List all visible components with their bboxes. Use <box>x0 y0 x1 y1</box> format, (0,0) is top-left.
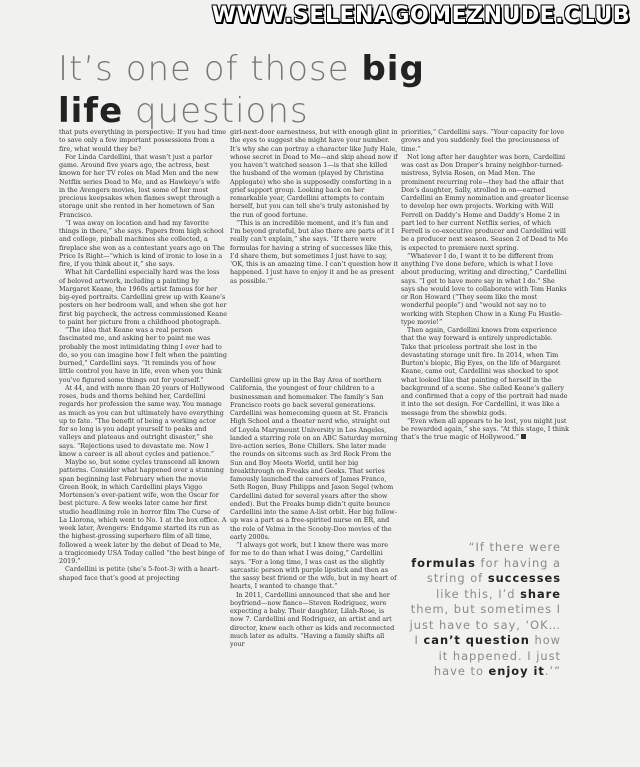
paragraph: girl-next-door earnestness, but with enough glint in the eyes to suggest she might have your number. It’s why she can portray a character like Judy Hale, whose secret in Dead to Me—and skip ahead now if you haven’t watched season 1—is that she killed the husband of the woman (played by Christina Applegate) who she is supposedly comforting in a grief support group. Looking back on her remarkable year, Cardellini attempts to contain herself, but you can tell she’s truly astonished by the run of good fortune. <box>230 128 398 219</box>
paragraph: “I always got work, but I knew there was more for me to do than what I was doing,” Cardellini says. “For a long time, I was cast as the slightly sarcastic person with purple lipstick and then as the sassy best friend or the wife, but in my heart of hearts, I wanted to change that.” <box>230 541 397 591</box>
watermark: WWW.SELENAGOMEZNUDE.CLUB <box>211 3 630 28</box>
quote-emphasis: share <box>520 586 561 601</box>
paragraph: Then again, Cardellini knows from experience that the way forward is entirely unpredictable. Take that priceless portrait she lost in the devastating storage unit fire. In 2014, when Tim Burton’s biopic, Big Eyes, on the life of Margaret Keane, came out, Cardellini was shocked to spot what looked like that painting of herself in the background of a scene. She called Keane’s gallery and confirmed that a copy of the portrait had made it into the set design. For Cardellini, it was like a message from the showbiz gods. <box>401 326 568 417</box>
paragraph: Maybe so, but some cycles transcend all known patterns. Consider what happened over a stunning span beginning last February when the movie Green Book, in which Cardellini plays Viggo Mortensen’s ever-patient wife, won the Oscar for best picture. A few weeks later came her first studio headlining role in horror film The Curse of La Llorona, which went to No. 1 at the box office. A week later, Avengers: Endgame started its run as the highest-grossing superhero film of all time, followed a week later by the debut of Dead to Me, a tragicomedy USA Today called “the best binge of 2019.” <box>59 458 227 565</box>
quote-emphasis: formulas <box>411 555 476 570</box>
headline-bold2: life <box>58 91 124 131</box>
paragraph: Cardellini is petite (she’s 5-foot-3) with a heart-shaped face that’s good at projecting <box>59 565 220 582</box>
quote-emphasis: enjoy it <box>488 664 545 678</box>
paragraph: What hit Cardellini especially hard was the loss of beloved artwork, including a painting by Margaret Keane, the 1960s artist famous for her big-eyed portraits. Cardellini grew up with Keane’s posters on her bedroom wall, and when she got her first big paycheck, the actress commissioned Keane to paint her picture from a childhood photograph. <box>59 268 227 326</box>
quote-emphasis: can’t question <box>423 633 530 647</box>
article-column-2-top <box>230 128 398 285</box>
quote-text: for having a string of <box>426 555 561 585</box>
quote-emphasis: successes <box>487 571 561 585</box>
headline <box>58 48 478 132</box>
quote-text: them, but sometimes I just have to say, ‘OK… I <box>409 602 561 647</box>
paragraph: Cardellini grew up in the Bay Area of northern California, the youngest of four children to a businessman and homemaker. The family’s San Francisco roots go back several generations. Cardellini was homecoming queen at St. Francis High School and a theater nerd who, straight out of Loyola Marymount University in Los Angeles, landed a starring role on an ABC Saturday morning live-action series, Bone Chillers. She later made the rounds on sitcoms such as 3rd Rock From the Sun and Boy Meets World, until her big breakthrough on Freaks and Geeks. That series famously launched the careers of James Franco, Seth Rogen, Busy Philipps and Jason Segel (whom Cardellini dated for several years after the show ended). But the Freaks bump didn’t quite bounce Cardellini into the same A-list orbit. Her big follow-up was a part as a free-spirited nurse on ER, and the role of Velma in the Scooby-Doo movies of the early 2000s. <box>230 376 398 541</box>
article-column-3 <box>401 128 569 442</box>
paragraph: At 44, and with more than 20 years of Hollywood roses, buds and thorns behind her, Cardellini regards her profession the same way. You manage as much as you can but ultimately have everything up to fate. “The benefit of being a working actor for so long is you adapt yourself to peaks and valleys and plateaus and outright disaster,” she says. “Rejections used to devastate me. Now I know a career is all about cycles and patience.” <box>59 383 225 458</box>
paragraph: that puts everything in perspective: If you had time to save only a few important possessions from a fire, what would they be? <box>59 128 227 153</box>
paragraph: For Linda Cardellini, that wasn’t just a parlor game. Around five years ago, the actress, best known for her TV roles on Mad Men and the new Netflix series Dead to Me, and as Hawkeye’s wife in the Avengers movies, lost some of her most precious keepsakes when flames swept through a storage unit she rented in her hometown of San Francisco. <box>59 152 221 219</box>
article-column-1 <box>59 128 227 582</box>
headline-part1: It’s one of those <box>58 49 362 89</box>
paragraph: priorities,” Cardellini says. “Your capacity for love grows and you suddenly feel the preciousness of time.” <box>401 128 564 153</box>
quote-text: “If there were <box>468 540 561 554</box>
paragraph: In 2011, Cardellini announced that she and her boyfriend—now fiance—Steven Rodriguez, were expecting a baby. Their daughter, Lilah-Rose, is now 7. Cardellini and Rodriguez, an artist and art director, knew each other as kids and reconnected much later as adults. “Having a family shifts all your <box>230 590 395 648</box>
paragraph <box>401 417 569 442</box>
paragraph-text: “Even when all appears to be lost, you might just be rewarded again,” she says. “At this stage, I think that’s the true magic of Hollywood.” <box>401 416 569 442</box>
quote-text: how it happened. I just have to <box>433 633 561 678</box>
paragraph: “This is an incredible moment, and it’s fun and I’m beyond grateful, but also there are parts of it I really can’t explain,” she says. “If there were formulas for having a string of successes like this, I’d share them, but sometimes I just have to say, ‘OK, this is an amazing time. I can’t question how it happened. I just have to enjoy it and be as present as possible.’” <box>230 218 398 285</box>
article-column-2-bottom <box>230 376 398 648</box>
quote-text: like this, I’d <box>436 586 521 601</box>
paragraph: “Whatever I do, I want it to be different from anything I’ve done before, which is what I love about producing, writing and directing,” Cardellini says. “I get to have more say in what I do.” She says she would love to collaborate with Tom Hanks or Ron Howard (“They seem like the most wonderful people”) and “would not say no to working with Stephen Chow in a Kung Fu Hustle-type movie!” <box>401 251 567 326</box>
paragraph: “The idea that Keane was a real person fascinated me, and asking her to paint me was probably the most intimidating thing I ever had to do, so you can imagine how I felt when the painting burned,” Cardellini says. “It reminds you of how little control you have in life, even when you think you’ve figured some things out for yourself.” <box>59 326 227 384</box>
headline-bold1: big <box>361 49 425 89</box>
headline-part2: questions <box>123 91 309 131</box>
paragraph: “I was away on location and had my favorite things in there,” she says. Papers from high school and college, pinball machines she collected, a fireplace she won as a contestant years ago on The Price Is Right—“which is kind of ironic to lose in a fire, if you think about it,” she says. <box>59 218 225 268</box>
end-mark-icon <box>521 434 526 439</box>
paragraph: Not long after her daughter was born, Cardellini was cast as Don Draper’s brainy neighbor-turned-mistress, Sylvia Rosen, on Mad Men. The prominent recurring role—they had the affair that Don’s daughter, Sally, strolled in on—earned Cardellini an Emmy nomination and greater license to develop her own projects. Working with Will Ferrell on Daddy’s Home and Daddy’s Home 2 in part led to her current Netflix series, of which Ferrell is co-executive producer and Cardellini will be a producer next season. Season 2 of Dead to Me is expected to premiere next spring. <box>401 152 569 252</box>
quote-text: .’” <box>544 664 561 678</box>
pull-quote <box>405 540 561 680</box>
